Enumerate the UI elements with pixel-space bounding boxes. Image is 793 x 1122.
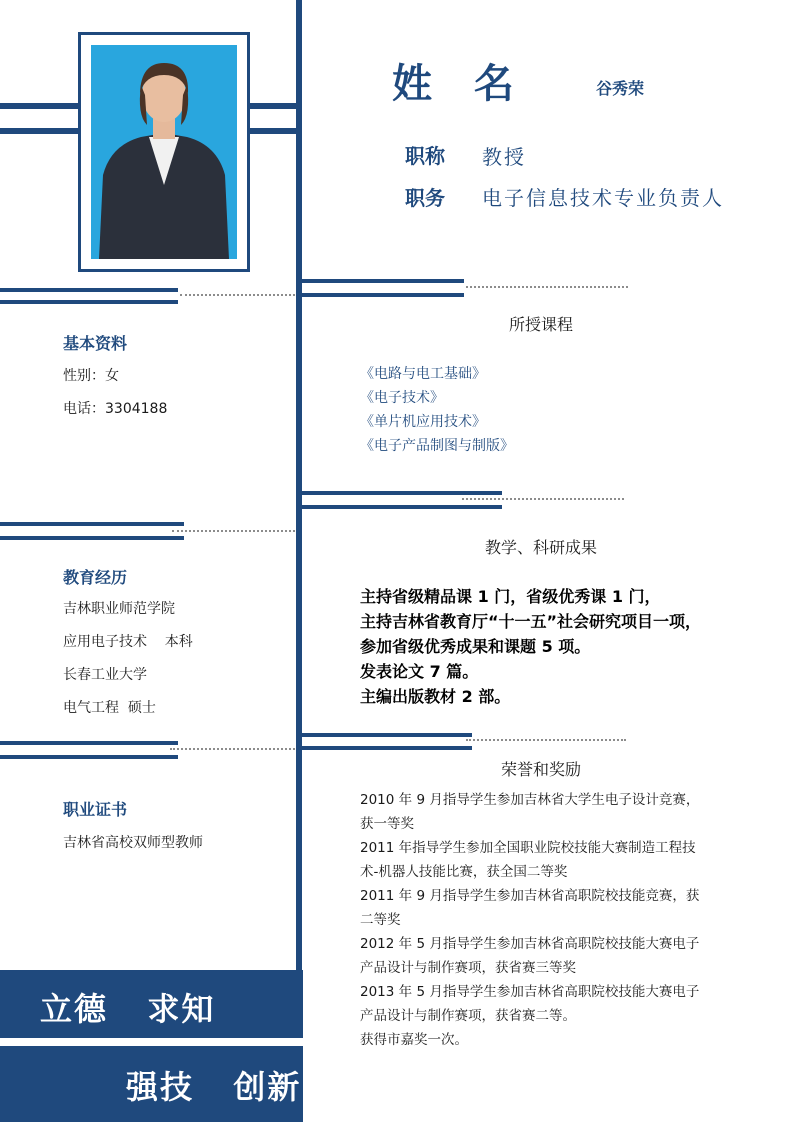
left-sep-bar <box>0 755 178 759</box>
name-value: 谷秀荣 <box>596 79 645 98</box>
achievement-line: 主持省级精品课 1 门，省级优秀课 1 门， <box>360 587 661 606</box>
slogan-line-2: 强技 创新 <box>126 1068 302 1106</box>
course-item: 《电子技术》 <box>360 390 444 406</box>
right-sep-bar <box>302 293 464 297</box>
honor-line: 2012 年 5 月指导学生参加吉林省高职院校技能大赛电子 <box>360 936 700 952</box>
basic-heading: 基本资料 <box>63 334 128 353</box>
right-sep-bar <box>302 491 502 495</box>
education-line: 应用电子技术 本科 <box>63 634 193 650</box>
honor-line: 获一等奖 <box>360 816 414 832</box>
left-sep-bar <box>0 536 184 540</box>
slogan-block <box>0 1046 303 1122</box>
achievement-line: 主编出版教材 2 部。 <box>360 687 511 706</box>
honor-line: 产品设计与制作赛项，获省赛三等奖 <box>360 960 576 976</box>
honor-line: 术-机器人技能比赛，获全国二等奖 <box>360 864 568 880</box>
photo-frame <box>78 32 250 272</box>
honors-heading: 荣誉和奖励 <box>500 760 581 779</box>
position-label: 职务 <box>405 186 445 210</box>
gender-text: 性别：女 <box>63 368 119 384</box>
right-sep-bar <box>302 505 502 509</box>
right-sep-dots <box>462 498 624 500</box>
position-value: 电子信息技术专业负责人 <box>482 186 724 210</box>
left-sep-bar <box>0 288 178 292</box>
left-sep-dots <box>180 294 295 296</box>
honor-line: 二等奖 <box>360 912 401 928</box>
phone-text: 电话：3304188 <box>63 401 168 417</box>
slogan-line-1: 立德 求知 <box>40 990 216 1028</box>
achievements-list <box>360 584 701 709</box>
left-sep-bar <box>0 300 178 304</box>
achievement-line: 参加省级优秀成果和课题 5 项。 <box>360 637 591 656</box>
left-sep-dots <box>172 530 295 532</box>
education-line: 长春工业大学 <box>63 667 147 683</box>
education-line: 吉林职业师范学院 <box>63 601 175 617</box>
certificate-line: 吉林省高校双师型教师 <box>63 835 203 851</box>
certificate-heading: 职业证书 <box>63 800 128 819</box>
left-sep-bar <box>0 741 178 745</box>
honor-line: 2010 年 9 月指导学生参加吉林省大学生电子设计竞赛， <box>360 792 700 808</box>
right-sep-dots <box>466 739 626 741</box>
achievement-line: 主持吉林省教育厅“十一五”社会研究项目一项， <box>360 612 702 631</box>
achievement-line: 发表论文 7 篇。 <box>360 662 479 681</box>
right-sep-dots <box>466 286 628 288</box>
honor-line: 2013 年 5 月指导学生参加吉林省高职院校技能大赛电子 <box>360 984 700 1000</box>
courses-list <box>360 362 514 458</box>
honor-line: 2011 年 9 月指导学生参加吉林省高职院校技能竞赛，获 <box>360 888 700 904</box>
honor-line: 2011 年指导学生参加全国职业院校技能大赛制造工程技 <box>360 840 696 856</box>
education-line: 电气工程 硕士 <box>63 700 156 716</box>
slogan-block <box>0 970 303 1038</box>
vertical-divider <box>296 0 302 970</box>
honor-line: 产品设计与制作赛项，获省赛二等。 <box>360 1008 576 1024</box>
courses-heading: 所授课程 <box>508 315 573 334</box>
achievements-heading: 教学、科研成果 <box>484 538 597 557</box>
education-heading: 教育经历 <box>63 568 128 587</box>
course-item: 《电子产品制图与制版》 <box>360 438 514 454</box>
right-sep-bar <box>302 746 472 750</box>
left-sep-dots <box>170 748 295 750</box>
name-label: 姓 名 <box>392 61 528 107</box>
right-sep-bar <box>302 279 464 283</box>
portrait-photo <box>91 45 237 259</box>
left-sep-bar <box>0 522 184 526</box>
course-item: 《电路与电工基础》 <box>360 366 486 382</box>
title-value: 教授 <box>482 145 526 169</box>
honor-line: 获得市嘉奖一次。 <box>360 1032 468 1048</box>
right-sep-bar <box>302 733 472 737</box>
title-label: 职称 <box>405 144 445 168</box>
course-item: 《单片机应用技术》 <box>360 414 486 430</box>
honors-list <box>360 788 730 1052</box>
